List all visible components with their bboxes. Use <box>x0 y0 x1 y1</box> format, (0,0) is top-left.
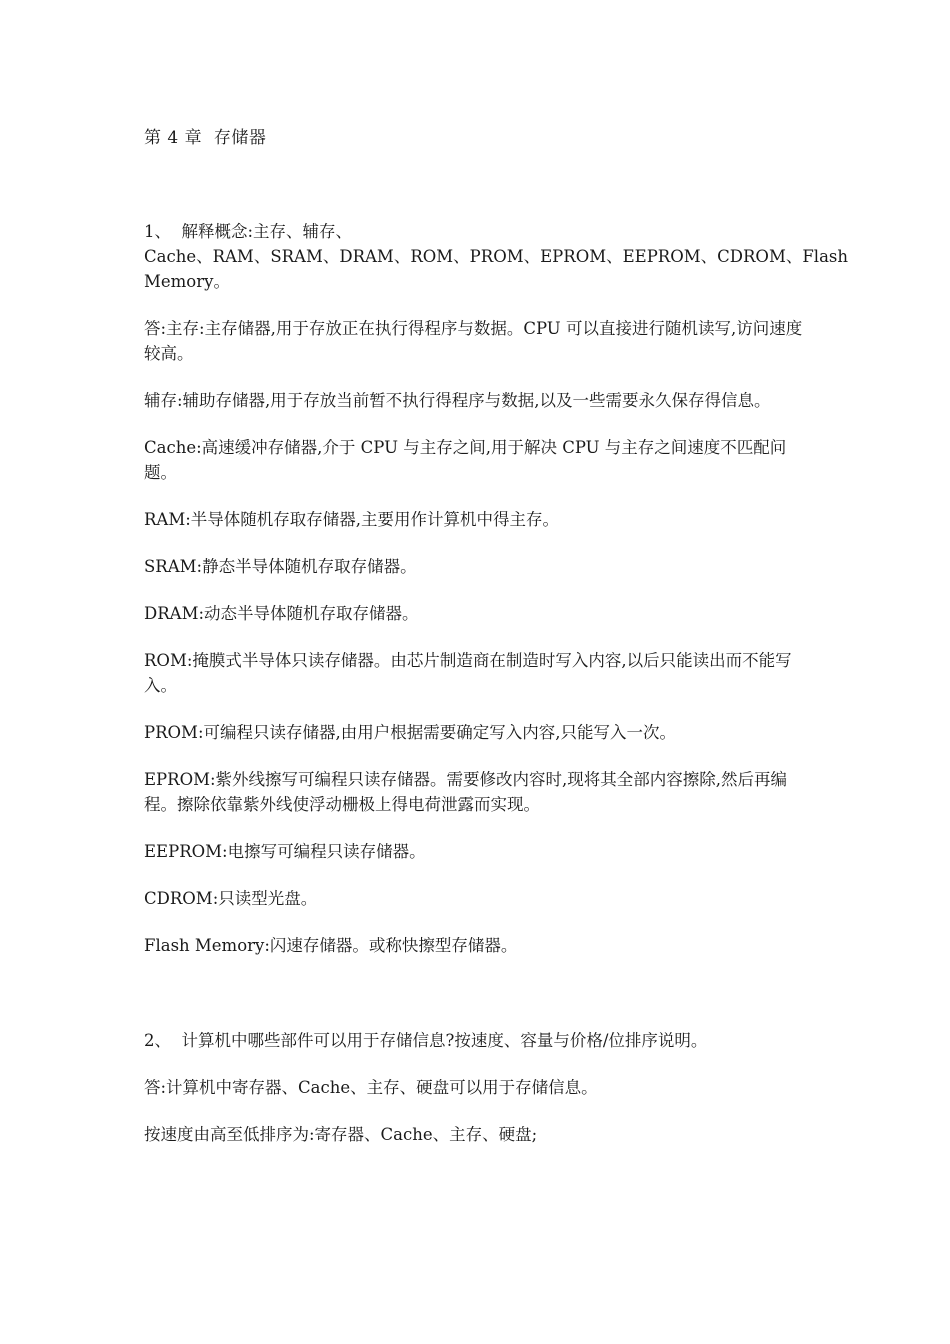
answer-aux-memory: 辅存:辅助存储器,用于存放当前暂不执行得程序与数据,以及一些需要永久保存得信息。 <box>144 391 771 410</box>
answer-eprom: EPROM:紫外线擦写可编程只读存储器。需要修改内容时,现将其全部内容擦除,然后再编程。擦除依靠紫外线使浮动栅极上得电荷泄露而实现。 <box>144 770 788 814</box>
answer-eeprom: EEPROM:电擦写可编程只读存储器。 <box>144 842 426 861</box>
answer-flash-memory: Flash Memory:闪速存储器。或称快擦型存储器。 <box>144 936 518 955</box>
answer-rom: ROM:掩膜式半导体只读存储器。由芯片制造商在制造时写入内容,以后只能读出而不能写入。 <box>144 651 792 695</box>
document-body <box>144 219 849 1169</box>
answer-main-memory: 答:主存:主存储器,用于存放正在执行得程序与数据。CPU 可以直接进行随机读写,访问速度较高。 <box>144 319 803 363</box>
question-2: 2、 计算机中哪些部件可以用于存储信息?按速度、容量与价格/位排序说明。 <box>144 1031 708 1050</box>
answer-prom: PROM:可编程只读存储器,由用户根据需要确定写入内容,只能写入一次。 <box>144 723 676 742</box>
answer-2-intro: 答:计算机中寄存器、Cache、主存、硬盘可以用于存储信息。 <box>144 1078 598 1097</box>
question-1-line-1: 1、 解释概念:主存、辅存、 <box>144 222 353 241</box>
answer-2-speed-order: 按速度由高至低排序为:寄存器、Cache、主存、硬盘; <box>144 1125 538 1144</box>
answer-cdrom: CDROM:只读型光盘。 <box>144 889 318 908</box>
question-1 <box>144 219 849 294</box>
answer-cache: Cache:高速缓冲存储器,介于 CPU 与主存之间,用于解决 CPU 与主存之间速度不匹配问题。 <box>144 438 787 482</box>
section-spacer <box>144 980 809 1028</box>
chapter-title: 第 4 章 存储器 <box>144 128 267 148</box>
answer-ram: RAM:半导体随机存取存储器,主要用作计算机中得主存。 <box>144 510 560 529</box>
answer-sram: SRAM:静态半导体随机存取存储器。 <box>144 557 417 576</box>
answer-dram: DRAM:动态半导体随机存取存储器。 <box>144 604 419 623</box>
question-1-line-3: Memory。 <box>144 272 230 291</box>
question-1-line-2: Cache、RAM、SRAM、DRAM、ROM、PROM、EPROM、EEPROM、CDROM、Flash <box>144 247 849 266</box>
